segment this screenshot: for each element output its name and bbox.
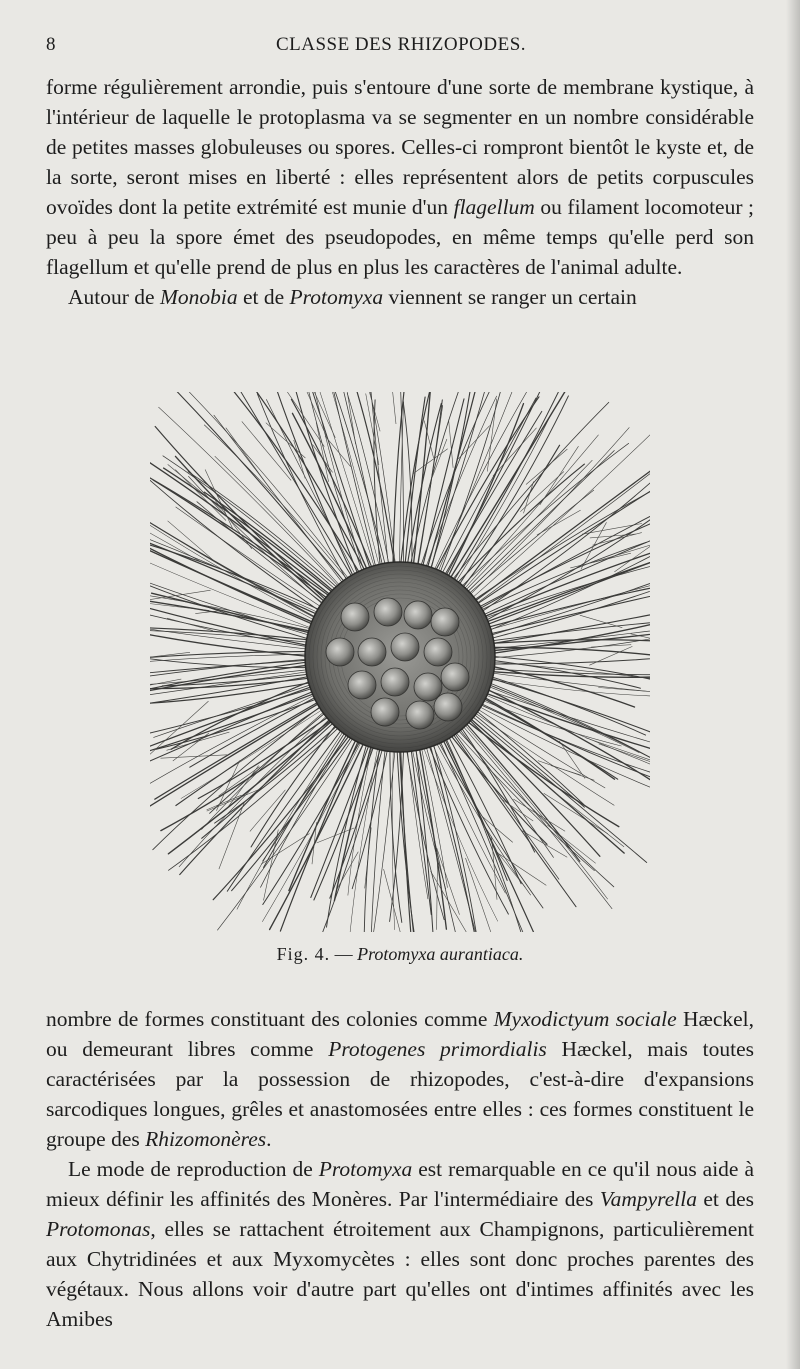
pseudopod-branch — [570, 553, 631, 568]
spore-globule — [341, 603, 369, 631]
pseudopod-ray — [456, 464, 585, 585]
pseudopod-ray — [433, 392, 534, 572]
pseudopod-ray — [356, 392, 395, 566]
spore-globule — [406, 701, 434, 729]
pseudopod-ray — [155, 701, 320, 799]
page-number: 8 — [46, 34, 57, 55]
cell-body — [305, 562, 495, 752]
taxon-protogenes: Protogenes primordialis — [328, 1037, 547, 1061]
pseudopod-ray — [169, 726, 341, 871]
pseudopod-ray — [413, 392, 436, 567]
page-header — [46, 34, 756, 62]
pseudopod-ray — [452, 732, 576, 907]
taxon-protomyxa: Protomyxa — [289, 285, 384, 309]
pseudopod-ray — [263, 732, 349, 861]
pseudopod-ray — [430, 392, 491, 571]
paragraph-text: . — [266, 1127, 272, 1151]
pseudopod-ray — [155, 427, 328, 602]
pseudopod-ray — [411, 747, 431, 914]
pseudopod-ray — [460, 443, 629, 588]
spore-globule — [348, 671, 376, 699]
pseudopod-ray — [171, 681, 312, 750]
paragraph-text: et de — [242, 285, 285, 309]
paragraph-text: viennent se ranger un certain — [388, 285, 637, 309]
caption-dash: — — [334, 944, 353, 964]
text-block-bottom — [46, 1004, 754, 1334]
pseudopod-branch — [226, 428, 271, 491]
pseudopod-branch — [312, 822, 317, 864]
pseudopod-ray — [485, 689, 650, 742]
pseudopod-ray — [491, 601, 650, 653]
paragraph-text: nombre de formes constituant des colonies comme — [46, 1007, 488, 1031]
paragraph-text: est remarquable en ce qu'il nous aide à mieux définir les affinités des Monères. Par l'intermédiaire des — [46, 1157, 754, 1211]
pseudopod-branch — [631, 634, 650, 660]
pseudopod-ray — [317, 746, 383, 932]
pseudopod-ray — [352, 747, 388, 889]
paragraph-text: ou filament locomoteur ; peu à peu la spore émet des pseudopodes, en même temps qu'elle perd son flagellum et qu'elle prend de plus en plus les caractères de l'animal adulte. — [46, 195, 755, 279]
figure-caption — [0, 944, 800, 965]
pseudopod-ray — [161, 719, 333, 831]
paragraph-text: Le mode de reproduction de — [68, 1157, 313, 1181]
pseudopod-ray — [491, 629, 650, 649]
spore-globule — [414, 673, 442, 701]
taxon-protomyxa: Protomyxa — [318, 1157, 413, 1181]
pseudopod-ray — [326, 392, 380, 568]
pseudopod-branch — [294, 440, 305, 478]
pseudopod-ray — [176, 507, 323, 608]
taxon-myxodictyum: Myxodictyum sociale — [493, 1007, 677, 1031]
pseudopod-ray — [371, 392, 389, 567]
pseudopod-branch — [250, 790, 286, 832]
taxon-protomonas: Protomonas — [46, 1217, 151, 1241]
paragraph-text: Hæckel, ou demeurant libres comme — [46, 1007, 755, 1061]
pseudopod-ray — [453, 731, 559, 879]
pseudopod-branch — [551, 766, 581, 775]
running-head: CLASSE DES RHIZOPODES. — [275, 34, 527, 55]
paragraph-text: Hæckel, mais toutes caractérisées par la possession de rhizopodes, c'est-à-dire d'expansions sarcodiques longues, grêles et anastomosées entre elles : ces formes constituent le groupe des — [46, 1037, 755, 1151]
protomyxa-engraving — [150, 392, 650, 932]
spore-globule — [404, 601, 432, 629]
spore-globule — [374, 598, 402, 626]
pseudopod-branch — [599, 744, 650, 768]
spore-globule — [434, 693, 462, 721]
spore-globule — [391, 633, 419, 661]
pseudopod-branch — [540, 446, 579, 505]
taxon-rhizomoneres: Rhizomonères — [145, 1127, 267, 1151]
spore-globule — [424, 638, 452, 666]
term-flagellum: flagellum — [453, 195, 535, 219]
paragraph — [46, 1154, 754, 1334]
spore-globule — [381, 668, 409, 696]
taxon-vampyrella: Vampyrella — [599, 1187, 697, 1211]
pseudopod-ray — [437, 392, 513, 574]
pseudopod-ray — [466, 720, 619, 827]
pseudopod-ray — [472, 713, 584, 808]
spore-globule — [326, 638, 354, 666]
paragraph-text: , elles se rattachent étroitement aux Champignons, particulièrement aux Chytridinées et aux Myxomycètes : elles sont donc proches parentes des végétaux. Nous allons voir d'autre part qu'elles ont d'intimes affinités avec les Amibes — [46, 1217, 754, 1331]
paragraph-text: et des — [703, 1187, 754, 1211]
paragraph-text: Autour de — [68, 285, 155, 309]
pseudopod-ray — [461, 724, 612, 909]
pseudopod-branch — [366, 392, 380, 431]
pseudopod-ray — [270, 741, 365, 930]
text-block-top — [46, 72, 754, 312]
pseudopod-branch — [161, 755, 228, 758]
pseudopod-ray — [164, 468, 335, 594]
figure-protomyxa-illustration — [150, 392, 650, 932]
pseudopod-branch — [388, 392, 396, 424]
pseudopod-branch — [556, 793, 625, 847]
pseudopod-ray — [150, 691, 315, 778]
pseudopod-ray — [390, 747, 402, 922]
pseudopod-branch — [499, 854, 547, 886]
pseudopod-branch — [301, 392, 335, 438]
spore-globule — [431, 608, 459, 636]
pseudopod-branch — [325, 436, 351, 467]
figure-title: Protomyxa aurantiaca. — [357, 944, 524, 964]
paragraph — [46, 1004, 754, 1154]
paragraph — [46, 72, 754, 282]
pseudopod-ray — [232, 735, 353, 891]
pseudopod-ray — [445, 392, 542, 578]
pseudopod-branch — [593, 545, 650, 562]
spore-globule — [358, 638, 386, 666]
pseudopod-branch — [413, 449, 448, 474]
taxon-monobia: Monobia — [159, 285, 238, 309]
pseudopod-branch — [589, 646, 632, 665]
page-edge-shadow — [786, 0, 800, 1369]
figure-label: Fig. 4. — [276, 944, 331, 964]
pseudopod-branch — [341, 392, 355, 444]
pseudopod-ray — [150, 629, 310, 642]
spore-globule — [371, 698, 399, 726]
pseudopod-branch — [242, 421, 291, 480]
pseudopod-ray — [330, 746, 381, 898]
pseudopod-ray — [150, 686, 314, 767]
pseudopod-ray — [458, 727, 553, 857]
pseudopod-ray — [466, 451, 615, 594]
paragraph-text: forme régulièrement arrondie, puis s'entoure d'une sorte de membrane kystique, à l'intérieur de laquelle le protoplasma va se segmenter en un nombre considérable de petites masses globuleuses ou spores. Celles-ci rompront bientôt le kyste et, de la sorte, seront mises en liberté : elles représentent alors de petits corpuscules ovoïdes dont la petite extrémité est munie d'un — [46, 75, 754, 219]
paragraph — [46, 282, 754, 312]
spore-globule — [441, 663, 469, 691]
pseudopod-ray — [484, 541, 650, 623]
pseudopod-ray — [449, 392, 583, 580]
pseudopod-ray — [477, 706, 650, 798]
pseudopod-branch — [524, 481, 534, 513]
